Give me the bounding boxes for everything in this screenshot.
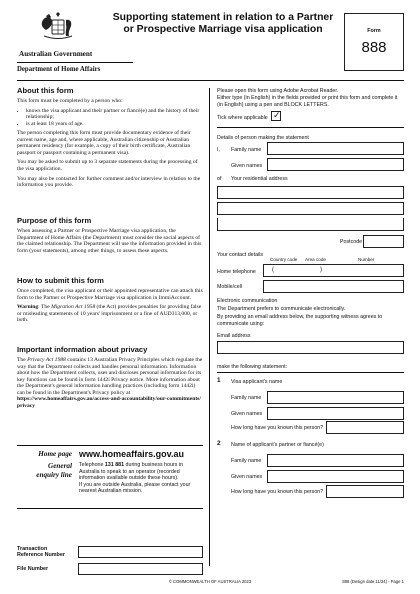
- form-number: 888: [361, 39, 387, 56]
- submit-heading: How to submit this form: [17, 276, 104, 285]
- transaction-label-line2: Reference Number: [17, 552, 65, 559]
- warning-label: Warning: [17, 304, 39, 311]
- q1-given-names-input[interactable]: [267, 407, 404, 420]
- about-bullet-2: • is at least 18 years of age.: [26, 121, 203, 128]
- postcode-label: Postcode: [340, 239, 363, 245]
- question-2-number: 2: [217, 440, 221, 447]
- of-label: of: [217, 176, 222, 182]
- warning-post: (the Act) provides penalties for providing false or misleading statements of 10 years' imprisonment or a fine of AUD313,000, or both.: [17, 304, 202, 324]
- given-names-label: Given names: [231, 163, 263, 169]
- q2-given-names-input[interactable]: [267, 470, 404, 483]
- q1-family-name-input[interactable]: [267, 391, 404, 404]
- about-paragraph-1: The person completing this form must provide documentary evidence of their current name, age and, where applicable, Australian citizenship or Australian permanent residency (for example, a copy of their birth certificate, Australian passport or passport containing a permanent visa).: [17, 130, 191, 156]
- file-number-field[interactable]: [78, 563, 203, 575]
- about-intro: This form must be completed by a person who:: [17, 98, 123, 104]
- number-label: Number: [358, 257, 375, 262]
- transaction-label-line1: Transaction: [17, 546, 48, 552]
- postcode-input[interactable]: [363, 235, 404, 248]
- mobile-input[interactable]: [263, 280, 404, 293]
- home-page-label: Home page: [38, 450, 72, 458]
- enquiry-pre: Telephone: [79, 462, 105, 468]
- form-code-text: 888 (Design date 11/24) - Page 1: [342, 579, 404, 584]
- enquiry-abroad: If you are outside Australia, please contact your nearest Australian mission.: [79, 481, 191, 495]
- enquiry-post: during business hours in Australia to speak to an operator (recorded information available outside these hours).: [79, 462, 183, 482]
- area-code-label: Area code: [305, 257, 326, 262]
- tick-icon: ✓: [273, 111, 281, 121]
- privacy-heading: Important information about privacy: [17, 345, 148, 354]
- tick-example-box: [271, 111, 281, 121]
- submit-warning: [17, 304, 203, 324]
- about-heading: About this form: [17, 86, 74, 95]
- file-number-label: File Number: [17, 566, 49, 572]
- department-name: Department of Home Affairs: [17, 66, 101, 73]
- q2-known-label: How long have you known this person?: [231, 489, 324, 495]
- q1-known-input[interactable]: [326, 421, 404, 434]
- question-1-number: 1: [217, 377, 221, 384]
- contact-details-label: Your contact details: [217, 252, 264, 258]
- email-label: Email address: [217, 333, 251, 339]
- privacy-url-link[interactable]: https://www.homeaffairs.gov.au/access-and-accountability/our-commitments/privacy: [17, 396, 201, 409]
- home-page-link[interactable]: www.homeaffairs.gov.au: [79, 449, 185, 459]
- q2-family-name-label: Family name: [231, 458, 262, 464]
- home-phone-input[interactable]: [263, 264, 404, 277]
- tick-label: Tick where applicable: [217, 115, 268, 121]
- electronic-p2: By providing an email address below, the supporting witness agrees to communicate using:: [217, 314, 383, 327]
- privacy-act: Privacy Act 1988: [27, 357, 66, 363]
- instruction-line-2: Either type (in English) in the fields provided or print this form and complete it (in English) using a pen and BLOCK LETTERS.: [217, 95, 398, 108]
- privacy-pre: The: [17, 357, 28, 363]
- residential-address-label: Your residential address: [231, 176, 288, 182]
- about-bullets: [17, 108, 203, 128]
- purpose-heading: Purpose of this form: [17, 216, 92, 225]
- enquiry-phone-text: [79, 462, 199, 482]
- instruction-divider: [217, 127, 404, 128]
- header-divider-left: [17, 62, 133, 63]
- given-names-input[interactable]: [267, 158, 404, 171]
- privacy-main: contains 13 Australian Privacy Principles which regulate the way that the Department collects and handles personal information. Information about how the Department collects, uses and discloses personal information for its key functions can be found in form 1442i Privacy notice. More information about the Department's general information handling practices (including form 1442i) can be found in the Department's Privacy policy at: [17, 357, 203, 396]
- column-divider: [209, 88, 210, 566]
- q2-given-names-label: Given names: [231, 474, 263, 480]
- about-paragraph-2: You may be asked to submit up to 3 separate statements during the processing of the visa application.: [17, 159, 198, 172]
- address-line-1-input[interactable]: [217, 186, 404, 199]
- enquiry-label-line2: enquiry line: [36, 471, 72, 479]
- about-paragraph-3: You may also be contacted for further comment and/or interview in relation to the information you provide.: [17, 175, 201, 189]
- q2-known-input[interactable]: [326, 485, 404, 498]
- header-bottom-rule: [17, 80, 404, 81]
- mobile-label: Mobile/cell: [217, 284, 243, 290]
- q1-family-name-label: Family name: [231, 395, 262, 401]
- question-1-label: Visa applicant's name: [231, 379, 283, 385]
- contact-bottom-rule: [17, 508, 203, 509]
- statement-divider: [217, 372, 404, 373]
- government-name: Australian Government: [19, 50, 93, 58]
- address-line-3-input[interactable]: [217, 218, 404, 231]
- question-2-label: Name of applicant's partner or fiancé(e): [231, 442, 324, 448]
- q2-family-name-input[interactable]: [267, 454, 404, 467]
- about-body: [17, 98, 203, 192]
- privacy-body: [17, 357, 203, 412]
- home-telephone-label: Home telephone: [217, 269, 256, 275]
- form-number-box: [344, 13, 404, 71]
- about-bullet-1: • knows the visa applicant and their partner or fiancé(e) and the history of their relationship;: [26, 108, 203, 121]
- address-line-2-input[interactable]: [217, 202, 404, 215]
- family-name-label: Family name: [231, 147, 262, 153]
- purpose-text: When assessing a Partner or Prospective Marriage visa application, the Department of Home Affairs (the Department) must consider the social aspects of the claimed relationship. The Department will use the information provided in this form (your statements), among other things, to assess these aspects.: [17, 228, 202, 254]
- q1-given-names-label: Given names: [231, 411, 263, 417]
- transaction-label: [17, 546, 65, 559]
- country-code-label: Country code: [270, 257, 298, 262]
- page-title: Supporting statement in relation to a Partner or Prospective Marriage visa application: [112, 12, 334, 35]
- submit-text: Once completed, the visa applicant or their appointed representative can attach this form to the Partner or Prospective Marriage visa application in ImmiAccount.: [17, 288, 203, 301]
- copyright-text: © COMMONWEALTH OF AUSTRALIA 2023: [168, 579, 252, 584]
- enquiry-phone: 131 881: [104, 462, 125, 468]
- enquiry-label-line1: General: [48, 462, 72, 470]
- warning-pre: : The: [38, 304, 52, 311]
- transaction-number-field[interactable]: [78, 546, 203, 558]
- contact-top-rule: [17, 445, 203, 446]
- privacy-text: [17, 357, 203, 409]
- electronic-p1: The Department prefers to communicate electronically.: [217, 306, 346, 312]
- form-label: Form: [367, 28, 381, 34]
- area-code-close-paren: ): [320, 267, 322, 273]
- coat-of-arms-logo: [22, 12, 92, 48]
- enquiry-text: [79, 462, 199, 495]
- q1-known-label: How long have you known this person?: [231, 425, 324, 431]
- details-heading: Details of person making the statement: [217, 135, 309, 141]
- electronic-heading: Electronic communication: [217, 298, 278, 304]
- warning-act: Migration Act 1958: [51, 304, 96, 311]
- area-code-open-paren: (: [272, 267, 274, 273]
- statement-i-label: I,: [217, 147, 220, 153]
- purpose-body: [17, 228, 203, 257]
- instruction-line-1: Please open this form using Adobe Acrobat Reader.: [217, 88, 339, 94]
- email-input[interactable]: [217, 341, 404, 354]
- enquiry-label: [24, 462, 72, 480]
- submit-body: [17, 288, 203, 327]
- make-statement-label: make the following statement:: [217, 364, 288, 370]
- family-name-input[interactable]: [267, 142, 404, 155]
